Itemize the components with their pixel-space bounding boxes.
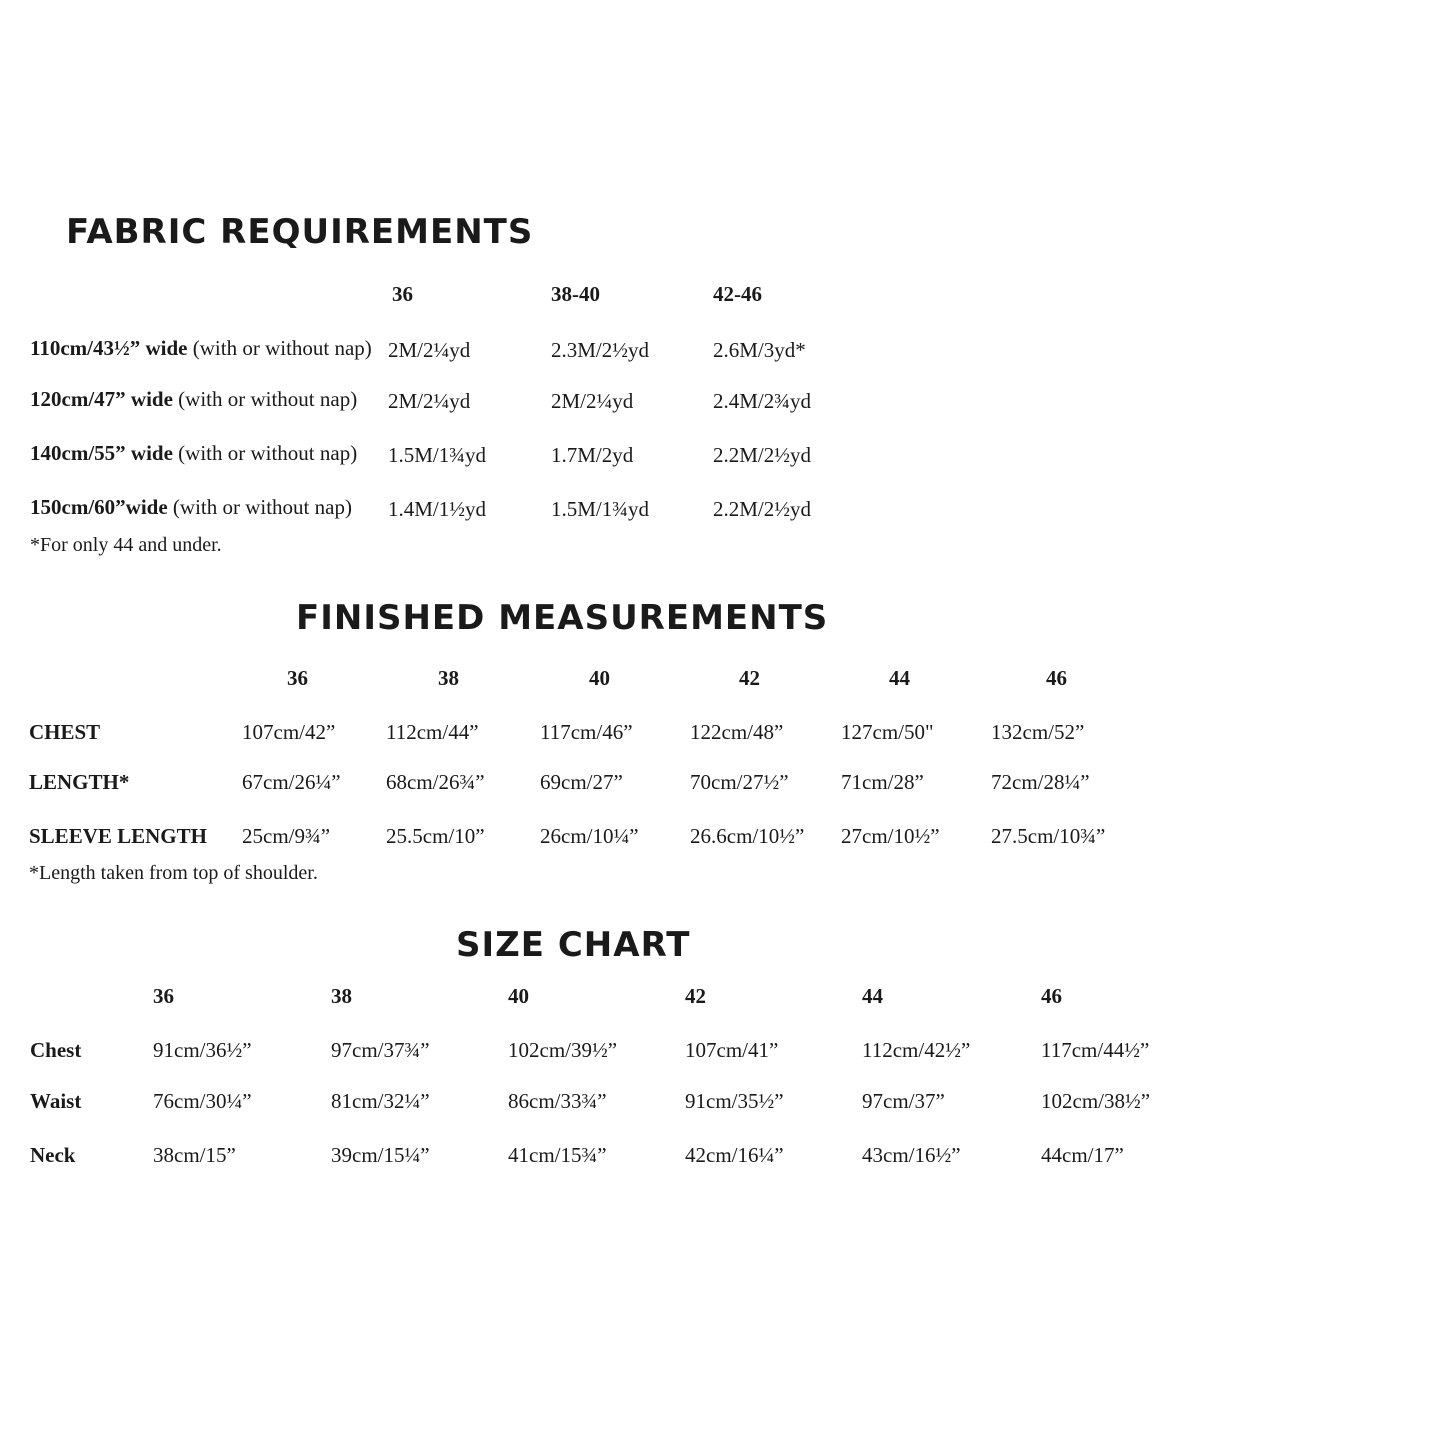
fabric-nap-note: (with or without nap) [172, 441, 358, 465]
fabric-row-label [30, 497, 352, 518]
finished-value: 68cm/26¾” [386, 770, 485, 794]
fabric-width: 140cm/55” wide [30, 441, 173, 465]
finished-measurements-title: FINISHED MEASUREMENTS [296, 598, 829, 638]
fabric-row-label [30, 389, 357, 410]
finished-value: 112cm/44” [386, 720, 479, 744]
fabric-footnote: *For only 44 and under. [30, 534, 222, 556]
fabric-header-36: 36 [392, 282, 413, 306]
fabric-value: 1.7M/2yd [551, 443, 634, 467]
finished-value: 127cm/50" [841, 720, 934, 744]
size-value: 97cm/37¾” [331, 1038, 430, 1062]
finished-value: 122cm/48” [690, 720, 784, 744]
size-value: 107cm/41” [685, 1038, 779, 1062]
finished-value: 132cm/52” [991, 720, 1085, 744]
fabric-value: 2.4M/2¾yd [713, 389, 812, 413]
size-header-44: 44 [862, 984, 883, 1008]
size-value: 91cm/35½” [685, 1089, 784, 1113]
finished-value: 70cm/27½” [690, 770, 789, 794]
fabric-nap-note: (with or without nap) [172, 387, 358, 411]
finished-value: 27.5cm/10¾” [991, 824, 1106, 848]
fabric-value: 2.2M/2½yd [713, 443, 812, 467]
finished-header-44: 44 [889, 666, 910, 690]
fabric-nap-note: (with or without nap) [167, 495, 352, 519]
fabric-width: 150cm/60”wide [30, 495, 168, 519]
size-header-38: 38 [331, 984, 352, 1008]
finished-value: 26cm/10¼” [540, 824, 639, 848]
finished-footnote: *Length taken from top of shoulder. [29, 862, 318, 884]
size-value: 102cm/38½” [1041, 1089, 1151, 1113]
size-value: 41cm/15¾” [508, 1143, 607, 1167]
finished-value: 72cm/28¼” [991, 770, 1090, 794]
fabric-value: 1.4M/1½yd [388, 497, 487, 521]
finished-header-38: 38 [438, 666, 459, 690]
size-value: 38cm/15” [153, 1143, 236, 1167]
fabric-value: 1.5M/1¾yd [551, 497, 650, 521]
fabric-requirements-title: FABRIC REQUIREMENTS [66, 212, 534, 252]
fabric-width: 110cm/43½” wide [30, 336, 188, 360]
fabric-header-38-40: 38-40 [551, 282, 600, 306]
fabric-header-42-46: 42-46 [713, 282, 762, 306]
fabric-value: 1.5M/1¾yd [388, 443, 487, 467]
fabric-value: 2M/2¼yd [388, 389, 471, 413]
fabric-value: 2M/2¼yd [551, 389, 634, 413]
size-row-label: Neck [30, 1143, 76, 1167]
fabric-value: 2.6M/3yd* [713, 338, 806, 362]
finished-value: 71cm/28” [841, 770, 924, 794]
size-value: 39cm/15¼” [331, 1143, 430, 1167]
size-value: 97cm/37” [862, 1089, 945, 1113]
finished-value: 67cm/26¼” [242, 770, 341, 794]
finished-row-label: LENGTH* [29, 770, 130, 794]
size-value: 43cm/16½” [862, 1143, 961, 1167]
finished-value: 25.5cm/10” [386, 824, 485, 848]
size-header-46: 46 [1041, 984, 1062, 1008]
size-value: 112cm/42½” [862, 1038, 971, 1062]
finished-value: 69cm/27” [540, 770, 623, 794]
size-header-36: 36 [153, 984, 174, 1008]
fabric-value: 2.2M/2½yd [713, 497, 812, 521]
finished-value: 107cm/42” [242, 720, 336, 744]
finished-header-46: 46 [1046, 666, 1067, 690]
size-chart-title: SIZE CHART [456, 925, 691, 965]
size-value: 81cm/32¼” [331, 1089, 430, 1113]
size-row-label: Chest [30, 1038, 82, 1062]
finished-row-label: SLEEVE LENGTH [29, 824, 207, 848]
finished-value: 27cm/10½” [841, 824, 940, 848]
size-header-42: 42 [685, 984, 706, 1008]
finished-row-label: CHEST [29, 720, 101, 744]
size-value: 102cm/39½” [508, 1038, 618, 1062]
fabric-row-label [30, 338, 372, 359]
finished-value: 25cm/9¾” [242, 824, 331, 848]
finished-value: 117cm/46” [540, 720, 633, 744]
fabric-value: 2M/2¼yd [388, 338, 471, 362]
fabric-value: 2.3M/2½yd [551, 338, 650, 362]
size-value: 44cm/17” [1041, 1143, 1124, 1167]
finished-header-40: 40 [589, 666, 610, 690]
size-value: 86cm/33¾” [508, 1089, 607, 1113]
size-value: 42cm/16¼” [685, 1143, 784, 1167]
size-value: 91cm/36½” [153, 1038, 252, 1062]
fabric-row-label [30, 443, 357, 464]
finished-header-36: 36 [287, 666, 308, 690]
finished-value: 26.6cm/10½” [690, 824, 805, 848]
size-value: 76cm/30¼” [153, 1089, 252, 1113]
fabric-nap-note: (with or without nap) [187, 336, 372, 360]
size-header-40: 40 [508, 984, 529, 1008]
finished-header-42: 42 [739, 666, 760, 690]
size-row-label: Waist [30, 1089, 82, 1113]
fabric-width: 120cm/47” wide [30, 387, 173, 411]
size-value: 117cm/44½” [1041, 1038, 1150, 1062]
